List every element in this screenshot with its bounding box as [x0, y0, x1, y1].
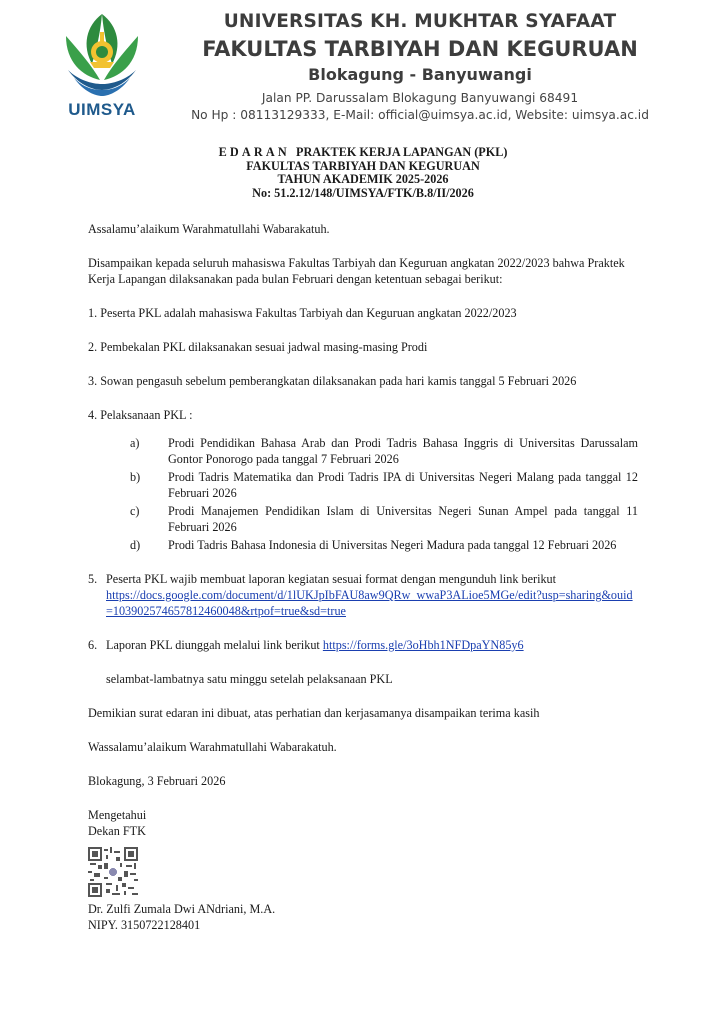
location: Blokagung - Banyuwangi: [308, 65, 532, 84]
item-text: Pembekalan PKL dilaksanakan sesuai jadwal masing-masing Prodi: [100, 340, 428, 354]
sub-text: Prodi Tadris Bahasa Indonesia di Universitas Negeri Madura pada tanggal 12 Februari 2026: [168, 538, 617, 552]
item-text: Laporan PKL diunggah melalui link berikut: [106, 638, 320, 652]
item-number: 4.: [88, 408, 98, 422]
intro-paragraph: Disampaikan kepada seluruh mahasiswa Fakultas Tarbiyah dan Keguruan angkatan 2022/2023 bahwa Praktek Kerja Lapangan dilaksanakan pada bulan Februari dengan ketentuan sebagai berikut:: [88, 256, 625, 286]
letterhead: [0, 0, 725, 135]
qr-code-icon: [88, 847, 138, 897]
signer-nipy: NIPY. 3150722128401: [88, 918, 201, 932]
item-number: 1.: [88, 306, 98, 320]
list-item-3: [88, 373, 638, 389]
sublist: [88, 435, 638, 553]
closing-paragraph: Demikian surat edaran ini dibuat, atas perhatian dan kerjasamanya disampaikan terima kasih: [88, 706, 540, 720]
deadline-text: selambat-lambatnya satu minggu setelah pelaksanaan PKL: [106, 672, 393, 686]
list-item-2: [88, 339, 638, 355]
farewell: Wassalamu’alaikum Warahmatullahi Wabarakatuh.: [88, 740, 337, 754]
faculty-name: FAKULTAS TARBIYAH DAN KEGURUAN: [202, 37, 638, 61]
item-6-deadline: [88, 671, 638, 687]
item-number: 6.: [88, 638, 98, 652]
list-item-6: [88, 637, 638, 653]
university-logo: [56, 6, 148, 124]
item-number: 2.: [88, 340, 98, 354]
list-item-5: [88, 571, 638, 619]
sublist-item-a: [88, 435, 638, 467]
sub-letter: c): [130, 504, 140, 518]
letterhead-text: [160, 10, 680, 124]
title-line3: TAHUN AKADEMIK 2025-2026: [277, 172, 449, 186]
contact-info: No Hp : 08113129333, E-Mail: official@uimsya.ac.id, Website: uimsya.ac.id: [191, 108, 649, 122]
sub-letter: d): [130, 538, 141, 552]
sublist-item-d: [88, 537, 638, 553]
title-edaran: EDARAN: [218, 145, 290, 159]
sublist-item-c: [88, 503, 638, 535]
signer-name: Dr. Zulfi Zumala Dwi ANdriani, M.A.: [88, 902, 276, 916]
logo-emblem-icon: [56, 6, 148, 102]
letter-body: [88, 146, 638, 933]
address: Jalan PP. Darussalam Blokagung Banyuwangi 68491: [261, 91, 579, 105]
sub-letter: a): [130, 436, 140, 450]
upload-form-link[interactable]: https://forms.gle/3oHbh1NFDpaYN85y6: [322, 638, 524, 652]
item-text: Sowan pengasuh sebelum pemberangkatan dilaksanakan pada hari kamis tanggal 5 Februari 2026: [100, 374, 577, 388]
letter-date: Blokagung, 3 Februari 2026: [88, 774, 226, 788]
report-format-link[interactable]: https://docs.google.com/document/d/1lUKJpIbFAU8aw9QRw_wwaP3ALioe5MGe/edit?usp=sharing&ouid=103902574657812460048&rtpof=true&sd=true: [106, 588, 633, 618]
item-text: Pelaksanaan PKL :: [100, 408, 193, 422]
title-line1: PRAKTEK KERJA LAPANGAN (PKL): [296, 145, 508, 159]
item-number: 5.: [88, 572, 98, 586]
sub-text: Prodi Manajemen Pendidikan Islam di Universitas Negeri Sunan Ampel pada tanggal 11 Februari 2026: [168, 504, 638, 534]
list-item-4: [88, 407, 638, 423]
letter-title: [88, 146, 638, 200]
list-item-1: [88, 305, 638, 321]
sub-text: Prodi Pendidikan Bahasa Arab dan Prodi Tadris Bahasa Inggris di Universitas Darussalam Gontor Ponorogo pada tanggal 7 Februari 2026: [168, 436, 638, 466]
sublist-item-b: [88, 469, 638, 501]
sign-label-2: Dekan FTK: [88, 824, 146, 838]
item-number: 3.: [88, 374, 98, 388]
sign-label-1: Mengetahui: [88, 808, 147, 822]
item-text: Peserta PKL adalah mahasiswa Fakultas Tarbiyah dan Keguruan angkatan 2022/2023: [100, 306, 517, 320]
logo-text: UIMSYA: [68, 100, 136, 119]
item-text: Peserta PKL wajib membuat laporan kegiatan sesuai format dengan mengunduh link berikut: [106, 572, 557, 586]
title-line2: FAKULTAS TARBIYAH DAN KEGURUAN: [246, 158, 480, 173]
sub-letter: b): [130, 470, 141, 484]
university-name: UNIVERSITAS KH. MUKHTAR SYAFAAT: [223, 11, 617, 32]
letter-number: No: 51.2.12/148/UIMSYA/FTK/B.8/II/2026: [252, 185, 474, 200]
sub-text: Prodi Tadris Matematika dan Prodi Tadris IPA di Universitas Negeri Malang pada tanggal 12 Februari 2026: [168, 470, 638, 500]
greeting: Assalamu’alaikum Warahmatullahi Wabarakatuh.: [88, 222, 330, 236]
